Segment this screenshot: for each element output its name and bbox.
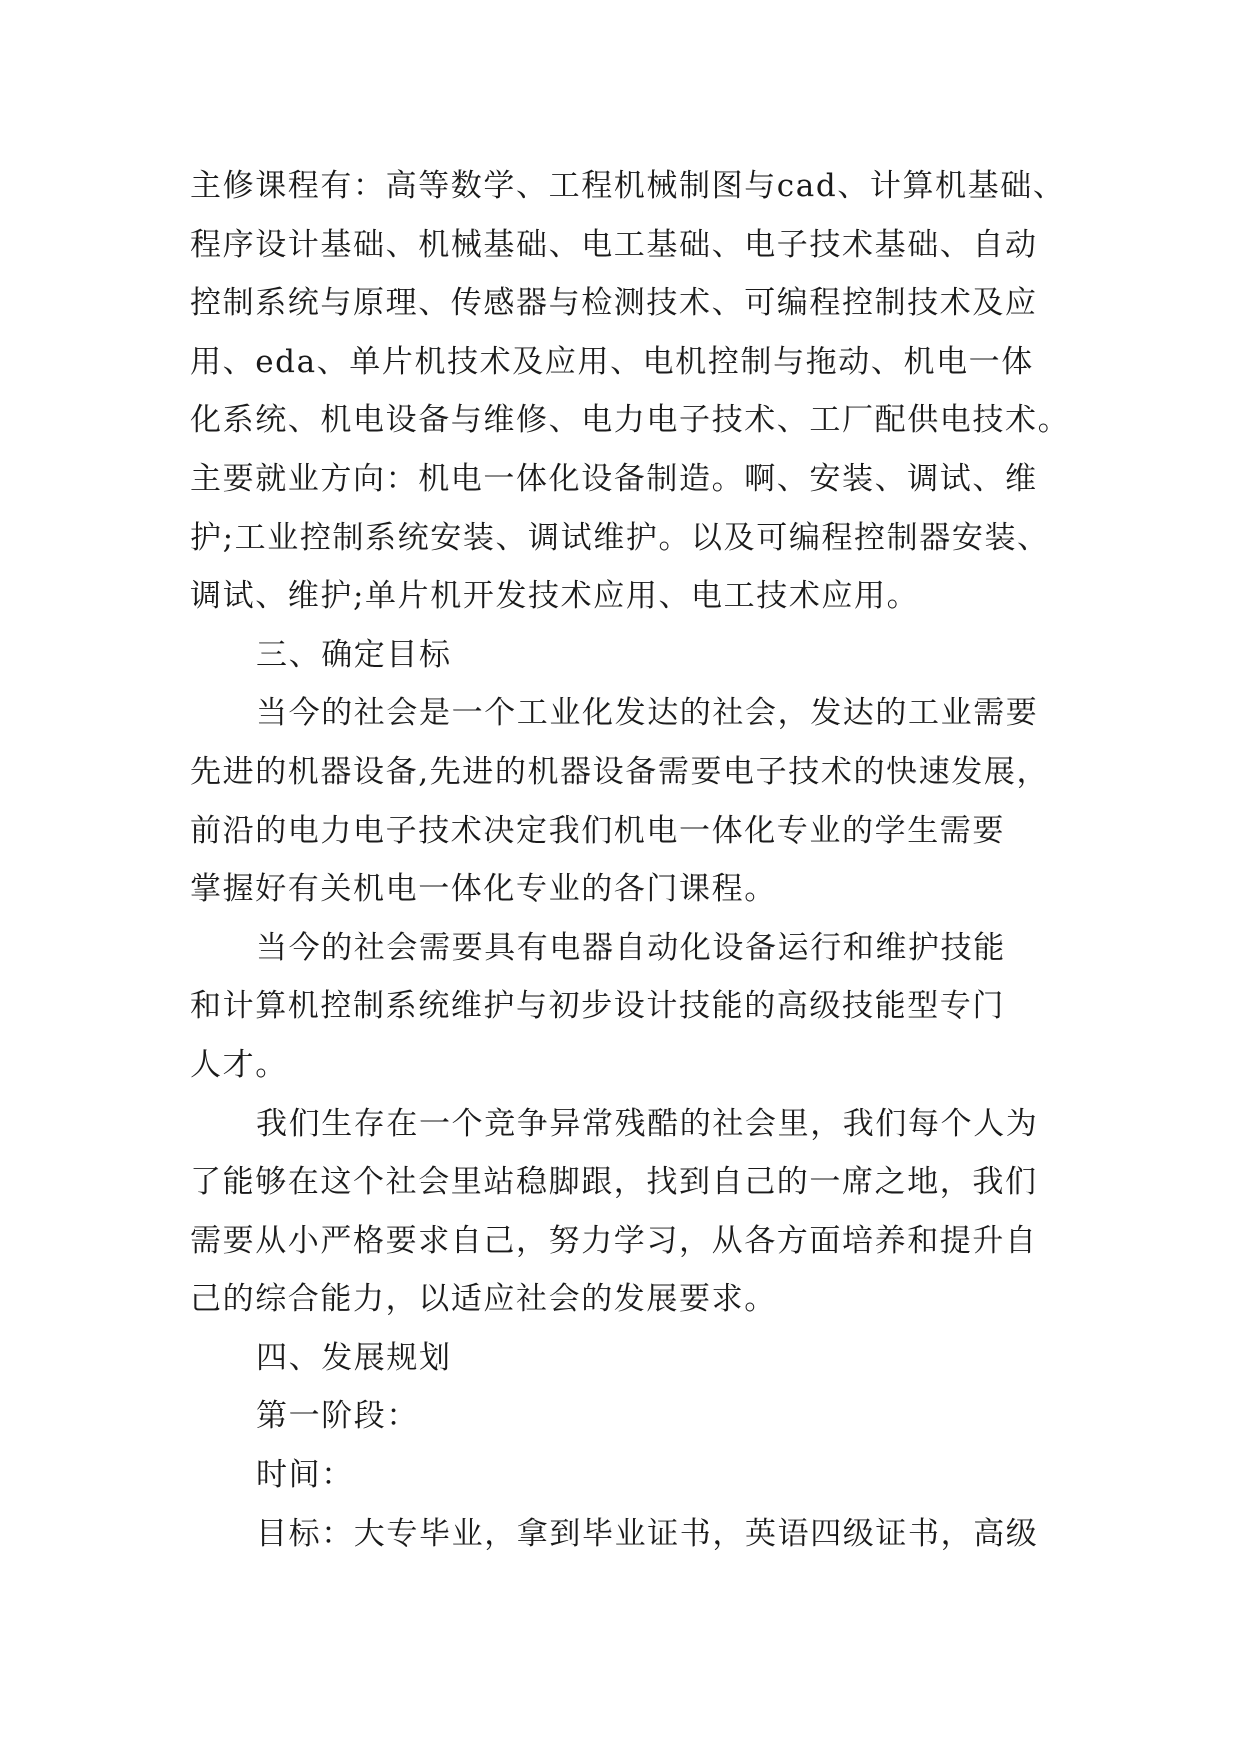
text-line: 程序设计基础、机械基础、电工基础、电子技术基础、自动 [190, 226, 1038, 263]
text-line: 己的综合能力，以适应社会的发展要求。 [190, 1281, 777, 1318]
text-line: 控制系统与原理、传感器与检测技术、可编程控制技术及应 [190, 285, 1038, 322]
text-line: 前沿的电力电子技术决定我们机电一体化专业的学生需要 [190, 812, 1005, 849]
text-line: 主修课程有：高等数学、工程机械制图与cad、计算机基础、 [190, 168, 1066, 204]
text-line: 了能够在这个社会里站稳脚跟，找到自己的一席之地，我们 [190, 1164, 1038, 1201]
text-line: 人才。 [190, 1046, 288, 1083]
text-line: 我们生存在一个竞争异常残酷的社会里，我们每个人为 [256, 1105, 1039, 1142]
text-line: 和计算机控制系统维护与初步设计技能的高级技能型专门 [190, 988, 1005, 1025]
text-line: 当今的社会是一个工业化发达的社会，发达的工业需要 [256, 695, 1039, 732]
text-line: 需要从小严格要求自己，努力学习，从各方面培养和提升自 [190, 1222, 1038, 1259]
text-line: 目标：大专毕业，拿到毕业证书，英语四级证书，高级 [256, 1515, 1039, 1552]
text-line: 先进的机器设备,先进的机器设备需要电子技术的快速发展， [190, 753, 1050, 790]
document-body [190, 157, 1090, 1563]
text-line: 第一阶段： [256, 1398, 419, 1435]
text-line: 护;工业控制系统安装、调试维护。以及可编程控制器安装、 [190, 519, 1050, 556]
text-line: 主要就业方向：机电一体化设备制造。啊、安装、调试、维 [190, 460, 1038, 497]
section-heading: 三、确定目标 [256, 636, 452, 673]
text-line: 化系统、机电设备与维修、电力电子技术、工厂配供电技术。 [190, 402, 1071, 439]
text-line: 掌握好有关机电一体化专业的各门课程。 [190, 871, 777, 908]
text-line: 当今的社会需要具有电器自动化设备运行和维护技能 [256, 929, 1006, 966]
text-line: 时间： [256, 1457, 354, 1494]
text-line: 调试、维护;单片机开发技术应用、电工技术应用。 [190, 578, 920, 615]
section-heading: 四、发展规划 [256, 1339, 452, 1376]
text-line: 用、eda、单片机技术及应用、电机控制与拖动、机电一体 [190, 343, 1034, 380]
